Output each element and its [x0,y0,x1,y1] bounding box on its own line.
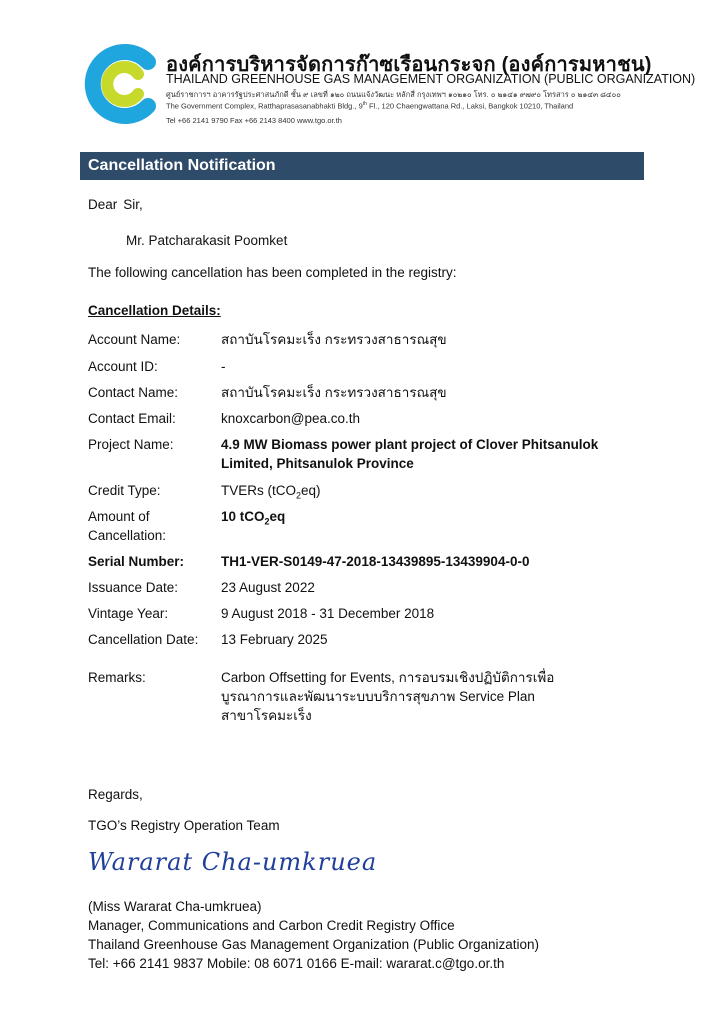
detail-value: knoxcarbon@pea.co.th [221,411,361,426]
detail-value: 9 August 2018 - 31 December 2018 [221,606,435,621]
regards-text: Regards, [88,787,143,802]
detail-label: Project Name: [88,437,174,452]
page-title: Cancellation Notification [80,152,644,180]
detail-label: Cancellation Date: [88,632,199,647]
recipient-name: Mr. Patcharakasit Poomket [126,233,288,248]
org-english-name: THAILAND GREENHOUSE GAS MANAGEMENT ORGANIZATION (PUBLIC ORGANIZATION) [166,72,696,86]
detail-value: 10 tCO$_2$eq [221,509,286,527]
signatory-organization: Thailand Greenhouse Gas Management Organization (Public Organization) [88,937,539,952]
org-thai-name: องค์การบริหารจัดการก๊าซเรือนกระจก (องค์การมหาชน) [166,54,652,76]
detail-label: Contact Name: [88,385,179,400]
org-contact: Tel +66 2141 9790 Fax +66 2143 8400 www.tgo.or.th [166,116,342,125]
detail-value: 13 February 2025 [221,632,328,647]
detail-value: สถาบันโรคมะเร็ง กระทรวงสาธารณสุข [221,385,447,400]
detail-label: Account ID: [88,359,158,374]
detail-label: Amount of Cancellation: [88,509,167,543]
thai-address: ศูนย์ราชการฯ อาคารรัฐประศาสนภักดี ชั้น ๙ เลขที่ ๑๒๐ ถนนแจ้งวัฒนะ หลักสี่ กรุงเทพฯ ๑๐๒๑๐ โทร. ๐ ๒๑๔๑ ๙๗๙๐ โทรสาร ๐ ๒๑๔๓ ๘๔๐๐ [166,90,621,99]
detail-value: TVERs (tCO$_2$eq) [221,483,321,501]
detail-label: Account Name: [88,332,181,347]
detail-label: Serial Number: [88,554,185,569]
signatory-block [88,897,539,973]
detail-value: - [221,359,226,374]
detail-label: Contact Email: [88,411,176,426]
signatory-name: (Miss Wararat Cha-umkruea) [88,899,262,914]
detail-label: Issuance Date: [88,580,179,595]
detail-value: Carbon Offsetting for Events, การอบรมเชิงปฏิบัติการเพื่อบูรณาการและพัฒนาระบบบริการสุขภาพ Service Plan สาขาโรคมะเร็ง [221,670,555,723]
detail-value: 4.9 MW Biomass power plant project of Clover Phitsanulok Limited, Phitsanulok Province [221,437,599,471]
intro-text: The following cancellation has been completed in the registry: [88,265,457,280]
greeting: Dear Sir, [88,197,143,212]
detail-label: Credit Type: [88,483,161,498]
signatory-position: Manager, Communications and Carbon Credit Registry Office [88,918,455,933]
detail-label: Vintage Year: [88,606,169,621]
section-heading: Cancellation Details: [88,303,221,318]
signatory-contact: Tel: +66 2141 9837 Mobile: 08 6071 0166 E-mail: wararat.c@tgo.or.th [88,956,505,971]
english-address: The Government Complex, Ratthaprasasanabhakti Bldg., 9th Fl., 120 Chaengwattana Rd., Laksi, Bangkok 10210, Thailand [166,101,574,111]
team-name: TGO’s Registry Operation Team [88,818,280,833]
detail-value: TH1-VER-S0149-47-2018-13439895-13439904-0-0 [221,554,530,569]
tgo-logo-icon [82,44,160,124]
detail-value: สถาบันโรคมะเร็ง กระทรวงสาธารณสุข [221,332,447,347]
detail-value: 23 August 2022 [221,580,315,595]
signature: Wararat Cha-umkruea [88,848,378,876]
detail-label: Remarks: [88,670,146,685]
